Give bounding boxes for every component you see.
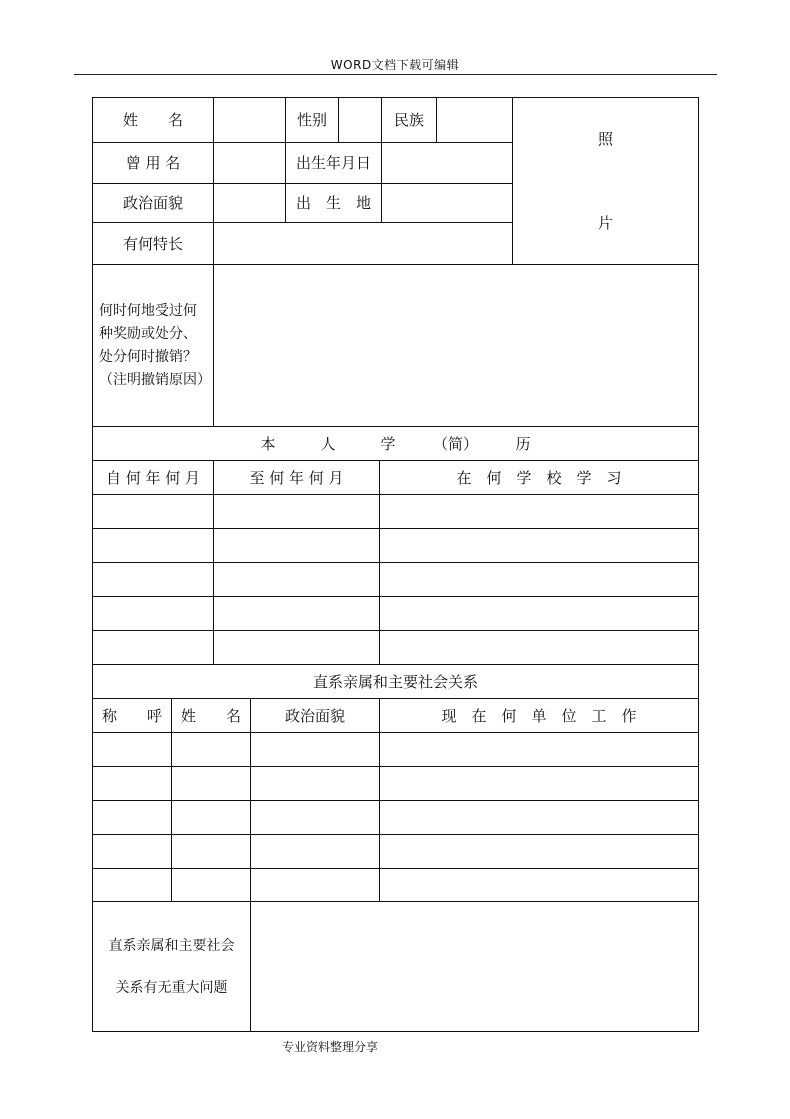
education-row-4-to[interactable] xyxy=(213,596,380,631)
relatives-row-5-name[interactable] xyxy=(171,868,251,902)
rewards-value-field[interactable] xyxy=(213,264,699,427)
education-col-to: 至 何 年 何 月 xyxy=(213,460,380,495)
birth-date-label: 出生年月日 xyxy=(285,142,382,184)
gender-label: 性别 xyxy=(285,97,339,143)
relatives-issue-value-field[interactable] xyxy=(250,901,699,1032)
relatives-row-2-name[interactable] xyxy=(171,766,251,801)
education-row-4-from[interactable] xyxy=(92,596,214,631)
former-name-value-field[interactable] xyxy=(213,142,286,184)
education-row-3-school[interactable] xyxy=(379,562,699,597)
education-row-2-school[interactable] xyxy=(379,528,699,563)
relatives-row-5-political[interactable] xyxy=(250,868,380,902)
header-divider xyxy=(74,74,717,75)
relatives-row-3-title[interactable] xyxy=(92,800,172,835)
education-row-2-to[interactable] xyxy=(213,528,380,563)
political-value-field[interactable] xyxy=(213,183,286,223)
header-text: WORD文档下载可编辑 xyxy=(330,58,460,72)
relatives-row-2-title[interactable] xyxy=(92,766,172,801)
specialty-value-field[interactable] xyxy=(213,222,513,265)
education-row-4-school[interactable] xyxy=(379,596,699,631)
education-row-5-from[interactable] xyxy=(92,630,214,665)
relatives-row-3-work[interactable] xyxy=(379,800,699,835)
relatives-row-4-name[interactable] xyxy=(171,834,251,869)
education-row-1-from[interactable] xyxy=(92,494,214,529)
education-title: 本 人 学 （简） 历 xyxy=(92,426,699,461)
photo-label-bottom: 片 xyxy=(597,214,613,232)
photo-box[interactable] xyxy=(512,97,699,265)
name-label: 姓 名 xyxy=(92,97,214,143)
ethnicity-label: 民族 xyxy=(381,97,437,143)
relatives-issue-label xyxy=(92,901,251,1032)
relatives-row-3-political[interactable] xyxy=(250,800,380,835)
education-row-3-from[interactable] xyxy=(92,562,214,597)
relatives-row-2-work[interactable] xyxy=(379,766,699,801)
relatives-col-political: 政治面貌 xyxy=(250,698,380,733)
birthplace-value-field[interactable] xyxy=(381,183,513,223)
photo-label-top: 照 xyxy=(597,130,613,148)
relatives-row-2-political[interactable] xyxy=(250,766,380,801)
relatives-row-4-work[interactable] xyxy=(379,834,699,869)
education-col-school: 在 何 学 校 学 习 xyxy=(379,460,699,495)
birthplace-label: 出 生 地 xyxy=(285,183,382,223)
relatives-issue-line1: 直系亲属和主要社会 xyxy=(108,937,235,954)
political-label: 政治面貌 xyxy=(92,183,214,223)
relatives-col-work: 现 在 何 单 位 工 作 xyxy=(379,698,699,733)
education-row-5-school[interactable] xyxy=(379,630,699,665)
relatives-row-1-title[interactable] xyxy=(92,732,172,767)
ethnicity-value-field[interactable] xyxy=(436,97,513,143)
relatives-row-1-work[interactable] xyxy=(379,732,699,767)
relatives-row-5-title[interactable] xyxy=(92,868,172,902)
gender-value-field[interactable] xyxy=(338,97,382,143)
relatives-row-4-title[interactable] xyxy=(92,834,172,869)
specialty-label: 有何特长 xyxy=(92,222,214,265)
relatives-row-4-political[interactable] xyxy=(250,834,380,869)
name-value-field[interactable] xyxy=(213,97,286,143)
page-footer: 专业资料整理分享 xyxy=(281,1040,378,1054)
education-row-2-from[interactable] xyxy=(92,528,214,563)
relatives-col-name: 姓 名 xyxy=(171,698,251,733)
relatives-title: 直系亲属和主要社会关系 xyxy=(92,664,699,699)
birth-date-value-field[interactable] xyxy=(381,142,513,184)
education-row-5-to[interactable] xyxy=(213,630,380,665)
relatives-issue-line2: 关系有无重大问题 xyxy=(115,979,228,996)
education-row-1-school[interactable] xyxy=(379,494,699,529)
relatives-row-5-work[interactable] xyxy=(379,868,699,902)
rewards-label: 何时何地受过何种奖励或处分、处分何时撤销？（注明撤销原因） xyxy=(92,264,214,427)
relatives-row-1-political[interactable] xyxy=(250,732,380,767)
relatives-row-1-name[interactable] xyxy=(171,732,251,767)
former-name-label: 曾 用 名 xyxy=(92,142,214,184)
education-row-1-to[interactable] xyxy=(213,494,380,529)
relatives-row-3-name[interactable] xyxy=(171,800,251,835)
education-row-3-to[interactable] xyxy=(213,562,380,597)
relatives-col-title: 称 呼 xyxy=(92,698,172,733)
education-col-from: 自 何 年 何 月 xyxy=(92,460,214,495)
